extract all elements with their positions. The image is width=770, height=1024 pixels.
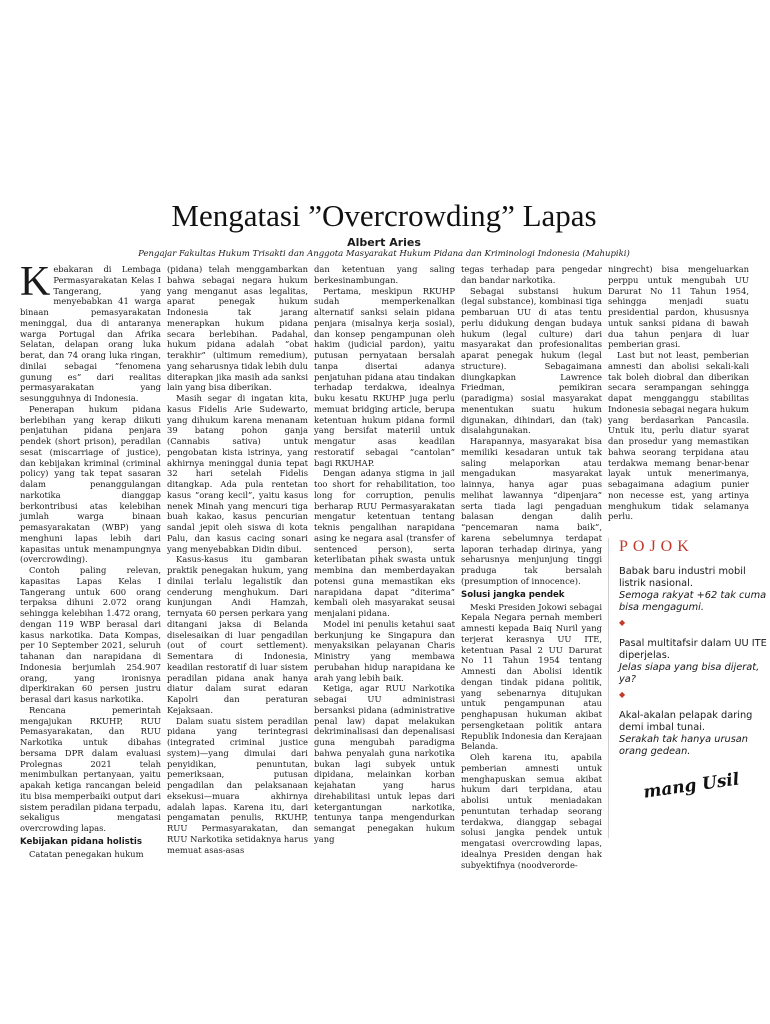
author-affiliation: Pengajar Fakultas Hukum Trisakti dan Anggota Masyarakat Hukum Pidana dan Kriminologi Indonesia (Mahupiki) — [138, 249, 630, 259]
paragraph: Harapannya, masyarakat bisa memiliki kesadaran untuk tak saling melaporkan atau mengadukan masyarakat lainnya, hanya agar puas melihat lawannya “dipenjara” serta tiada lagi pengaduan balasan dengan dalih “pencemaran nama baik”, karena sebelumnya terdapat laporan terhadap dirinya, yang seharusnya menjunjung tinggi praduga tak bersalah (presumption of innocence). — [461, 436, 602, 586]
paragraph: Sebagai substansi hukum (legal substance), kombinasi tiga pembaruan UU di atas tentu perlu didukung dengan budaya hukum (legal culture) dari masyarakat dan profesionalitas aparat penegak hukum (legal structure). Sebagaimana diungkapkan Lawrence Friedman, pemikiran (paradigma) sosial masyarakat menentukan suatu hukum digunakan, dihindari, dan (tak) disalahgunakan. — [461, 285, 602, 436]
drop-cap: K — [20, 259, 51, 305]
paragraph: Contoh paling relevan, kapasitas Lapas Kelas I Tangerang untuk 600 orang terpaksa dihuni 2.072 orang sehingga kelebihan 1.472 orang, dengan 119 WBP berasal dari kasus narkotika. Data Kompas, per 10 September 2021, seluruh tahanan dan narapidana di Indonesia berjumlah 254.907 orang, yang ironisnya diperkirakan 60 persen justru berasal dari kasus narkotika. — [20, 565, 161, 704]
pojok-box — [608, 538, 769, 838]
pojok-title: POJOK — [619, 538, 694, 555]
pojok-item — [619, 638, 769, 686]
article-column-3 — [314, 264, 455, 844]
section-heading: Solusi jangka pendek — [461, 589, 565, 600]
pojok-item-text: Pasal multitafsir dalam UU ITE diperjelas. — [619, 638, 767, 661]
pojok-item-text: Babak baru industri mobil listrik nasional. — [619, 566, 746, 589]
paragraph: Rencana pemerintah mengajukan RKUHP, RUU Pemasyarakatan, dan RUU Narkotika untuk dibahas bersama DPR dalam evaluasi Prolegnas 2021 telah menimbulkan pertanyaan, yaitu apakah ketiga rancangan beleid itu bisa memperbaiki output dari sistem peradilan pidana terpadu, sekaligus mengatasi overcrowding lapas. — [20, 704, 161, 833]
pojok-item-quip: Semoga rakyat +62 tak cuma bisa mengagumi. — [619, 590, 767, 613]
paragraph: Penerapan hukum pidana berlebihan yang kerap diikuti penjatuhan pidana penjara pendek (short prison), peradilan sesat (miscarriage of justice), dan kebijakan kriminal (criminal policy) yang tak tepat sasaran dalam penanggulangan narkotika dianggap berkontribusi atas kelebihan jumlah warga binaan pemasyarakatan (WBP) yang menghuni lapas lebih dari kapasitas untuk menampungnya (overcrowding). — [20, 403, 161, 565]
lead-paragraph — [20, 259, 161, 404]
paragraph: Masih segar di ingatan kita, kasus Fidelis Arie Sudewarto, yang dihukum karena menanam 39 batang pohon ganja (Cannabis sativa) untuk pengobatan kista istrinya, yang akhirnya meninggal dunia tepat 32 hari setelah Fidelis ditangkap. Ada pula rentetan kasus ”orang kecil”, yaitu kasus nenek Minah yang mencuri tiga buah kakao, kasus pencurian sandal jepit oleh siswa di kota Palu, dan kasus cacing sonari yang menyebabkan Didin dibui. — [167, 393, 308, 554]
paragraph: Last but not least, pemberian amnesti dan abolisi sekali-kali tak boleh diobral dan diberikan secara serampangan sehingga dapat mengganggu stabilitas Indonesia sebagai negara hukum yang berdasarkan Pancasila. Untuk itu, perlu diatur syarat dan prosedur yang memastikan bahwa seorang terpidana atau terdakwa memang benar-benar layak untuk menerimanya, sebagaimana adagium punier non necesse est, yang artinya menghukum tidak selamanya perlu. — [608, 350, 749, 522]
paragraph: Catatan penegakan hukum — [29, 848, 144, 859]
paragraph: Model ini penulis ketahui saat berkunjung ke Singapura dan menyaksikan pelayanan Charis Ministry yang membawa perubahan hidup narapidana ke arah yang lebih baik. — [314, 618, 455, 683]
paragraph: Kasus-kasus itu gambaran praktik penegakan hukum, yang dinilai terlalu legalistik dan cenderung menghukum. Dari kunjungan Andi Hamzah, ternyata 60 persen perkara yang ditangani jaksa di Belanda diselesaikan di luar pengadilan (out of court settlement). Sementara di Indonesia, keadilan restoratif di luar sistem peradilan pidana anak hanya diatur dalam surat edaran Kapolri dan peraturan Kejaksaan. — [167, 554, 308, 715]
paragraph: Dalam suatu sistem peradilan pidana yang terintegrasi (integrated criminal justice system)—yang dimulai dari penyidikan, penuntutan, pemeriksaan, putusan pengadilan dan pelaksanaan eksekusi—muara akhirnya adalah lapas. Karena itu, dari pengamatan penulis, RKUHP, RUU Permasyarakatan, dan RUU Narkotika setidaknya harus memuat asas-asas — [167, 715, 308, 855]
paragraph: tegas terhadap para pengedar dan bandar narkotika. — [461, 264, 602, 285]
paragraph: (pidana) telah menggambarkan bahwa sebagai negara hukum yang menganut asas legalitas, aparat penegak hukum Indonesia tak jarang menerapkan hukum pidana secara berlebihan. Padahal, hukum pidana adalah ”obat terakhir” (ultimum remedium), yang seharusnya tidak lebih dulu diterapkan jika masih ada sanksi lain yang bisa diberikan. — [167, 264, 308, 393]
pojok-item — [619, 710, 769, 758]
paragraph: Dengan adanya stigma in jail too short for rehabilitation, too long for corruption, penulis berharap RUU Permasyarakatan mengatur ketentuan tentang teknis pengalihan narapidana asing ke negara asal (transfer of sentenced person), serta keterlibatan pihak swasta untuk membina dan memberdayakan potensi guna memastikan eks narapidana dapat “diterima” kembali oleh masyarakat seusai menjalani pidana. — [314, 468, 455, 618]
paragraph-text: ebakaran di Lembaga Permasyarakatan Kelas I Tangerang, yang menyebabkan 41 warga binaan pemasyarakatan meninggal, dua di antaranya warga Portugal dan Afrika Selatan, delapan orang luka berat, dan 74 orang luka ringan, dinilai sebagai ”fenomena gunung es” dari realitas permasyarakatan yang sesungguhnya di Indonesia. — [20, 264, 161, 403]
paragraph: Ketiga, agar RUU Narkotika sebagai UU administrasi bersanksi pidana (administrative penal law) dapat melakukan dekriminalisasi dan depenalisasi guna mengubah paradigma bahwa penyalah guna narkotika bukan lagi subyek untuk dipidana, melainkan korban kejahatan yang harus direhabilitasi untuk lepas dari ketergantungan narkotika, tentunya tanpa mengendurkan semangat penegakan hukum yang — [314, 683, 455, 844]
article-column-2 — [167, 264, 308, 855]
separator-diamond-icon: ◆ — [619, 690, 626, 699]
pojok-item-text: Akal-akalan pelapak daring demi imbal tunai. — [619, 710, 753, 733]
pojok-item-quip: Serakah tak hanya urusan orang gedean. — [619, 734, 749, 757]
paragraph: ningrecht) bisa mengeluarkan perppu untuk mengubah UU Darurat No 11 Tahun 1954, sehingga menjadi suatu presidential pardon, khususnya untuk sanksi pidana di bawah dua tahun penjara di luar pemberian grasi. — [608, 264, 749, 350]
pojok-item — [619, 566, 769, 614]
section-heading: Kebijakan pidana holistis — [20, 836, 142, 847]
article-column-1 — [20, 259, 161, 859]
article-column-5 — [608, 264, 749, 534]
paragraph: Pertama, meskipun RKUHP sudah memperkenalkan alternatif sanksi selain pidana penjara (misalnya kerja sosial), dan konsep pengampunan oleh hakim (judicial pardon), yaitu putusan pernyataan bersalah tanpa disertai adanya penjatuhan pidana atau tindakan terhadap terdakwa, idealnya buku kesatu RKUHP juga perlu memuat bridging article, berupa ketentuan hukum pidana formil yang bersifat materiil untuk mengatur asas keadilan restoratif sebagai ”cantolan” bagi RKUHAP. — [314, 285, 455, 468]
article-column-4 — [461, 264, 602, 870]
author-name: Albert Aries — [347, 236, 421, 249]
separator-diamond-icon: ◆ — [619, 618, 626, 627]
article-title: Mengatasi ”Overcrowding” Lapas — [171, 198, 597, 233]
paragraph: Meski Presiden Jokowi sebagai Kepala Negara pernah memberi amnesti kepada Baiq Nuril yang terjerat kerasnya UU ITE, ketentuan Pasal 2 UU Darurat No 11 Tahun 1954 tentang Amnesti dan Abolisi identik dengan tindak pidana politik, yang sebenarnya ditujukan untuk pengampunan atau penghapusan hukuman akibat persengketaan politik antara Republik Indonesia dan Kerajaan Belanda. — [461, 601, 602, 752]
mang-usil-signature: mang Usil — [642, 769, 741, 803]
pojok-item-quip: Jelas siapa yang bisa dijerat, ya? — [619, 662, 760, 685]
paragraph: dan ketentuan yang saling berkesinambungan. — [314, 264, 455, 285]
paragraph: Oleh karena itu, apabila pemberian amnesti untuk menghapuskan semua akibat hukum dari terpidana, atau abolisi untuk meniadakan penuntutan terhadap seorang terdakwa, dianggap sebagai solusi jangka pendek untuk mengatasi overcrowding lapas, idealnya Presiden dengan hak subyektifnya (noodverorde- — [461, 752, 602, 870]
